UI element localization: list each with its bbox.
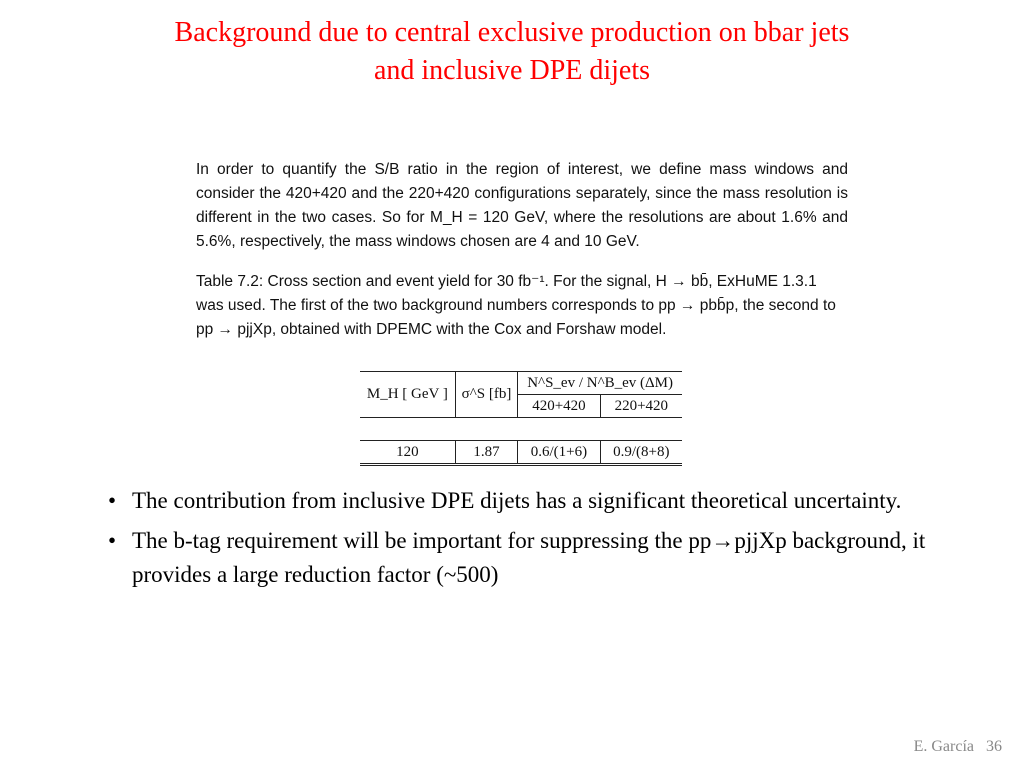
bullet-dot-icon: • — [108, 528, 117, 553]
table-caption: Table 7.2: Cross section and event yield for 30 fb⁻¹. For the signal, H → bb̄, ExHuME 1.3.1 was used. The first of the two background numbers corresponds to pp → pbb̄p, the second to pp → pjjXp, obtained with DPEMC with the Cox and Forshaw model. — [196, 273, 836, 338]
cell-ratio-220-420: 0.9/(8+8) — [613, 443, 670, 460]
slide-title — [60, 14, 964, 90]
slide-footer — [914, 738, 1002, 756]
footer-author: E. García — [913, 738, 974, 755]
table-row — [360, 441, 682, 465]
header-ratio: N^S_ev / N^B_ev (ΔM) — [527, 374, 673, 391]
results-table-grid — [360, 371, 682, 466]
bullet-text: The contribution from inclusive DPE dijets has a significant theoretical uncertainty. — [132, 488, 902, 513]
cell-sigma: 1.87 — [455, 441, 517, 465]
page-number: 36 — [986, 738, 1002, 755]
bullet-list — [108, 484, 968, 598]
header-420-420: 420+420 — [532, 397, 586, 414]
embedded-paper-excerpt — [196, 158, 848, 342]
header-mh: M_H [ GeV ] — [360, 372, 455, 418]
excerpt-paragraph: In order to quantify the S/B ratio in the region of interest, we define mass windows and consider the 420+420 and the 220+420 configurations separately, since the mass resolution is different in the two cases. So for M_H = 120 GeV, where the resolutions are about 1.6% and 5.6%, respectively, the mass windows chosen are 4 and 10 GeV. — [196, 161, 848, 250]
bullet-text: The b-tag requirement will be important for suppressing the pp→pjjXp background, it provides a large reduction factor (~500) — [132, 528, 926, 587]
list-item — [108, 524, 968, 592]
list-item — [108, 484, 968, 518]
cell-mh: 120 — [360, 441, 455, 465]
slide-title-line-2: and inclusive DPE dijets — [373, 55, 651, 86]
results-table — [360, 371, 682, 466]
header-sigma: σ^S [fb] — [455, 372, 517, 418]
header-220-420: 220+420 — [600, 395, 682, 418]
bullet-dot-icon: • — [108, 488, 117, 513]
slide-title-line-1: Background due to central exclusive production on bbar jets — [174, 17, 850, 48]
cell-ratio-420-420: 0.6/(1+6) — [518, 441, 600, 465]
